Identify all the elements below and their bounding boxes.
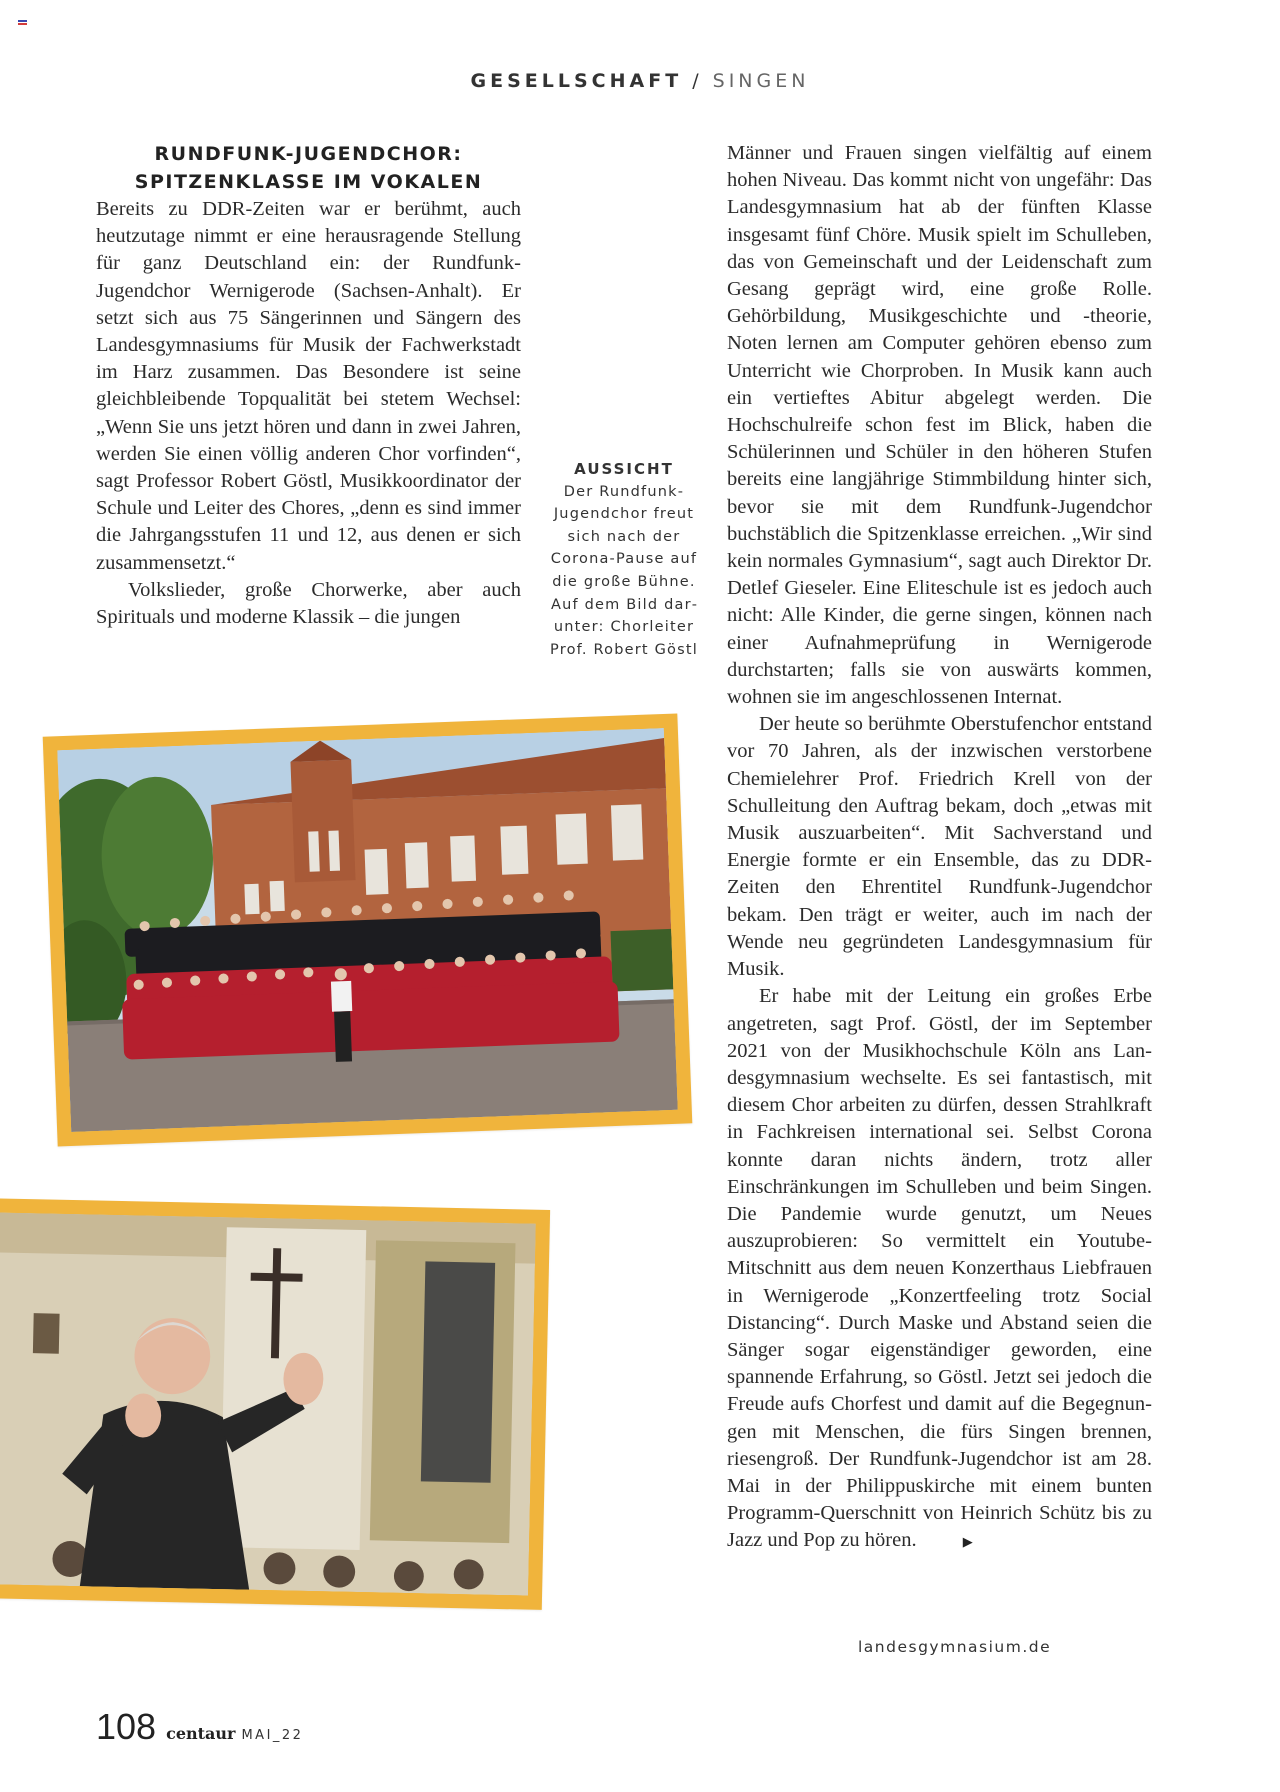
section-header [0,70,1280,92]
headline-line-2: SPITZENKLASSE IM VOKALEN [134,171,483,193]
photo-caption [540,458,708,661]
article-paragraph-1: Bereits zu DDR-Zeiten war er berühmt, auch heutzutage nimmt er eine herausragende Stellung für ganz Deutschland ein: der Rundfunk-Jugendchor Wernigerode (Sachsen-Anhalt). Er setzt sich aus 75 Sängerinnen und Sängern des Landesgymnasiums für Musik der Fachwerkstadt im Harz zusammen. Das Besondere ist seine gleichbleibende Topqualität bei stetem Wechsel: „Wenn Sie uns jetzt hören und dann in zwei Jahren, werden Sie einen völlig anderen Chor vorfinden“, sagt Professor Robert Göstl, Musikkoordinator der Schule und Leiter des Chores, „denn es sind immer die Jahrgangsstufen 11 und 12, aus denen er sich zusammensetzt.“ [96,198,521,574]
section-subcategory: SINGEN [712,70,810,92]
choir-photo [43,714,693,1147]
article-paragraph-3: Männer und Frauen singen vielfältig auf einem hohen Niveau. Das kommt nicht von ungefähr: Das Landesgymnasium hat ab der fünften Klasse insgesamt fünf Chöre. Musik spielt im Schulleben, das von Gemeinschaft und der Leidenschaft zum Gesang geprägt wird, eine große Rolle. Gehörbildung, Musikgeschichte und -theorie, Noten lernen am Computer gehören ebenso zum Unterricht wie Chorproben. In Musik kann auch ein vertieftes Abitur abgelegt werden. Die Hochschulreife schon fest im Blick, haben die Schülerinnen und Schüler in den höheren Stufen bereits eine langjährige Stimmbildung hinter sich, bevor sie mit dem Rundfunk-Jugendchor buchstäblich die Spitzenklasse erreichen. „Wir sind kein normales Gymnasium“, sagt auch Direktor Dr. Detlef Gieseler. Eine Eliteschule ist es jedoch auch nicht: Alle Kinder, die gerne singen, können nach einer Aufnahmeprüfung in Wernigerode durchstarten; falls sie von auswärts kommen, wohnen sie im angeschlossenen Internat. [727,142,1152,709]
section-category: GESELLSCHAFT [470,70,683,92]
article-paragraph-2: Volkslieder, große Chorwerke, aber auch Spirituals und moderne Klassik – die jungen [96,578,521,629]
article-right-column [727,140,1152,1557]
article-paragraph-5 [727,983,1152,1556]
flag-icon [18,20,27,27]
page-footer [96,1706,303,1748]
conductor-photo [0,1198,550,1610]
end-marker-icon: ▶ [962,1535,973,1551]
magazine-name: centaur [166,1724,236,1743]
issue-label: MAI_22 [241,1728,304,1743]
section-separator: / [682,70,713,92]
conductor-photo-image [0,1212,536,1595]
page-number: 108 [96,1706,157,1747]
website-link[interactable]: landesgymnasium.de [858,1638,1052,1656]
headline-line-1: RUNDFUNK-JUGENDCHOR: [154,143,463,165]
article-paragraph-4: Der heute so berühmte Oberstufenchor entstand vor 70 Jahren, als der inzwischen verstorbene Chemielehrer Prof. Friedrich Krell von der Schulleitung den Auftrag bekam, doch „etwas mit Musik auszuarbeiten“. Mit Sachverstand und Energie formte er ein Ensemble, das zu DDR-Zeiten den Ehrentitel Rundfunk-Jugendchor bekam. Den trägt er weiter, auch im nach der Wende neu gegründeten Landesgymnasium für Musik. [727,713,1152,981]
article-paragraph-5-text: Er habe mit der Leitung ein großes Erbe angetreten, sagt Prof. Göstl, der im September 2021 von der Musikhochschule Köln ans Landesgymnasium wechselte. Es sei fantastisch, mit diesem Chor arbeiten zu dürfen, dessen Strahlkraft in Fachkreisen international sei. Selbst Corona konnte daran nichts ändern, trotz aller Einschränkungen im Schulleben und beim Singen. Die Pandemie wurde genutzt, um Neues auszuprobieren: So vermittelt ein Youtube-Mitschnitt aus dem neuen Konzerthaus Liebfrauen in Wernigerode „Konzertfeeling trotz Social Distancing“. Durch Maske und Abstand seien die Sänger sogar eigenständiger geworden, eine spannende Erfahrung, so Göstl. Jetzt sei jedoch die Freude aufs Chorfest und damit auf die Begegnungen mit Menschen, die fürs Singen brennen, riesengroß. Der Rundfunk-Jugendchor ist am 28. Mai in der Philippuskirche mit einem bunten Programm-Querschnitt von Heinrich Schütz bis zu Jazz und Pop zu hören. [727,985,1152,1552]
article-left-column [96,140,521,631]
caption-title: AUSSICHT [574,460,674,478]
choir-photo-image [57,728,678,1132]
article-headline [96,140,521,196]
caption-text: Der Rundfunk-Jugendchor freut sich nach der Corona-Pause auf die große Bühne. Auf dem Bild darunter: Chorleiter Prof. Robert Göstl [550,483,698,658]
